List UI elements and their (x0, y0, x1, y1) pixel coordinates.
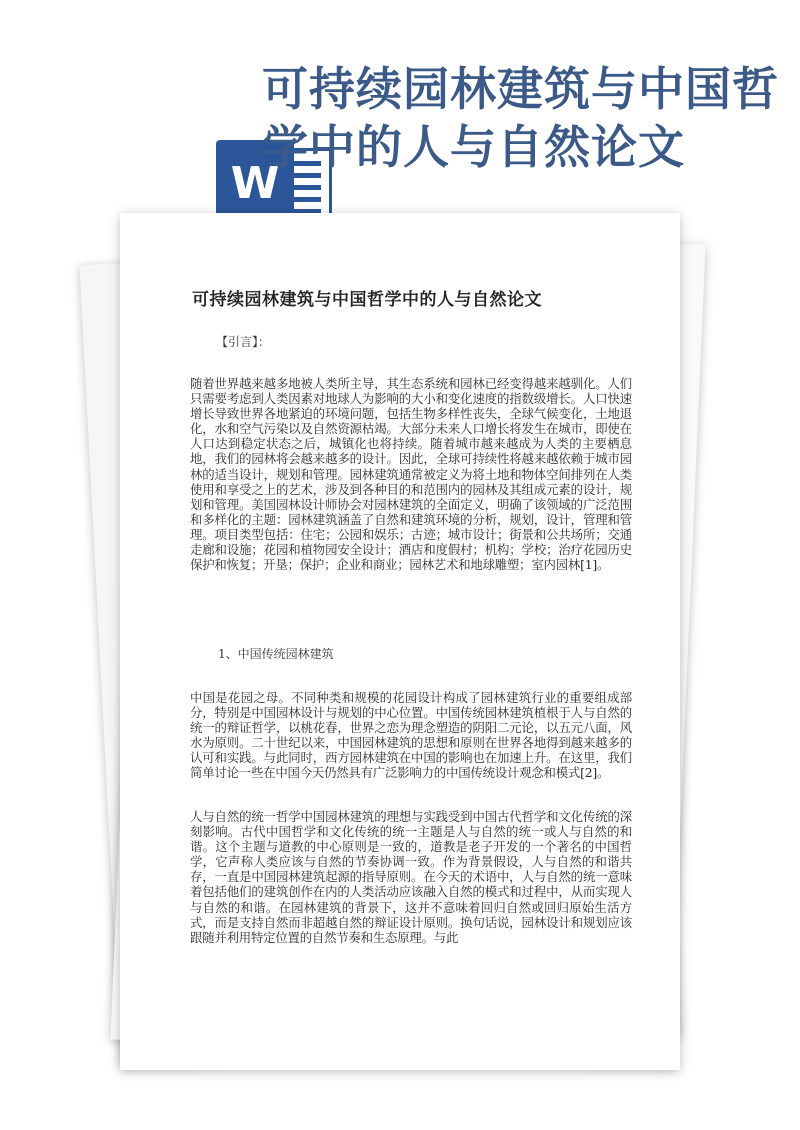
document-page (120, 213, 680, 1070)
word-document-icon (108, 70, 280, 209)
paragraph: 随着世界越来越多地被人类所主导，其生态系统和园林已经变得越来越驯化。人们只需要考虑到人类因素对地球人为影响的大小和变化速度的指数级增长。人口快速增长导致世界各地紧迫的环境问题，包括生物多样性丧失，全球气候变化，土地退化，水和空气污染以及自然资源枯竭。大部分未来人口增长将发生在城市，即使在人口达到稳定状态之后，城镇化也将持续。随着城市越来越成为人类的主要栖息地，我们的园林将会越来越多的设计。因此，全球可持续性将越来越依赖于城市园林的适当设计，规划和管理。园林建筑通常被定义为将土地和物体空间排列在人类使用和享受之上的艺术，涉及到各种目的和范围内的园林及其组成元素的设计，规划和管理。美国园林设计师协会对园林建筑的全面定义，明确了该领域的广泛范围和多样化的主题：园林建筑涵盖了自然和建筑环境的分析，规划，设计，管理和管理。项目类型包括：住宅；公园和娱乐；古迹；城市设计；街景和公共场所；交通走廊和设施；花园和植物园安全设计；酒店和度假村；机构；学校；治疗花园历史保护和恢复；开垦；保护；企业和商业；园林艺术和地球雕塑；室内园林[1]。 (190, 376, 632, 573)
paragraph: 人与自然的统一哲学中国园林建筑的理想与实践受到中国古代哲学和文化传统的深刻影响。古代中国哲学和文化传统的统一主题是人与自然的统一或人与自然的和谐。这个主题与道教的中心原则是一致的，道教是老子开发的一个著名的中国哲学，它声称人类应该与自然的节奏协调一致。作为背景假设，人与自然的和谐共存，一直是中国园林建筑起源的指导原则。在今天的术语中，人与自然的统一意味着包括他们的建筑创作在内的人类活动应该融入自然的模式和过程中，从而实现人与自然的和谐。在园林建筑的背景下，这并不意味着回归自然或回归原始生活方式，而是支持自然而非超越自然的辩证设计原则。换句话说，园林设计和规划应该跟随并利用特定位置的自然节奏和生态原理。与此 (190, 809, 632, 945)
banner-title: 可持续园林建筑与中国哲学中的人与自然论文 (262, 62, 779, 174)
intro-label: 【引言】： (216, 335, 271, 349)
document-title: 可持续园林建筑与中国哲学中的人与自然论文 (192, 290, 542, 310)
banner (0, 0, 800, 209)
section-heading: 1、中国传统园林建筑 (218, 647, 334, 661)
paragraph: 中国是花园之母。不同种类和规模的花园设计构成了园林建筑行业的重要组成部分，特别是中国园林设计与规划的中心位置。中国传统园林建筑植根于人与自然的统一的辩证哲学，以桃花春，世界之恋为理念塑造的阴阳二元论，以五元八面，风水为原则。二十世纪以来，中国园林建筑的思想和原则在世界各地得到越来越多的认可和实践。与此同时，西方园林建筑在中国的影响也在加速上升。在这里，我们简单讨论一些在中国今天仍然具有广泛影响力的中国传统设计观念和模式[2]。 (190, 690, 632, 781)
word-logo: W (216, 140, 294, 228)
